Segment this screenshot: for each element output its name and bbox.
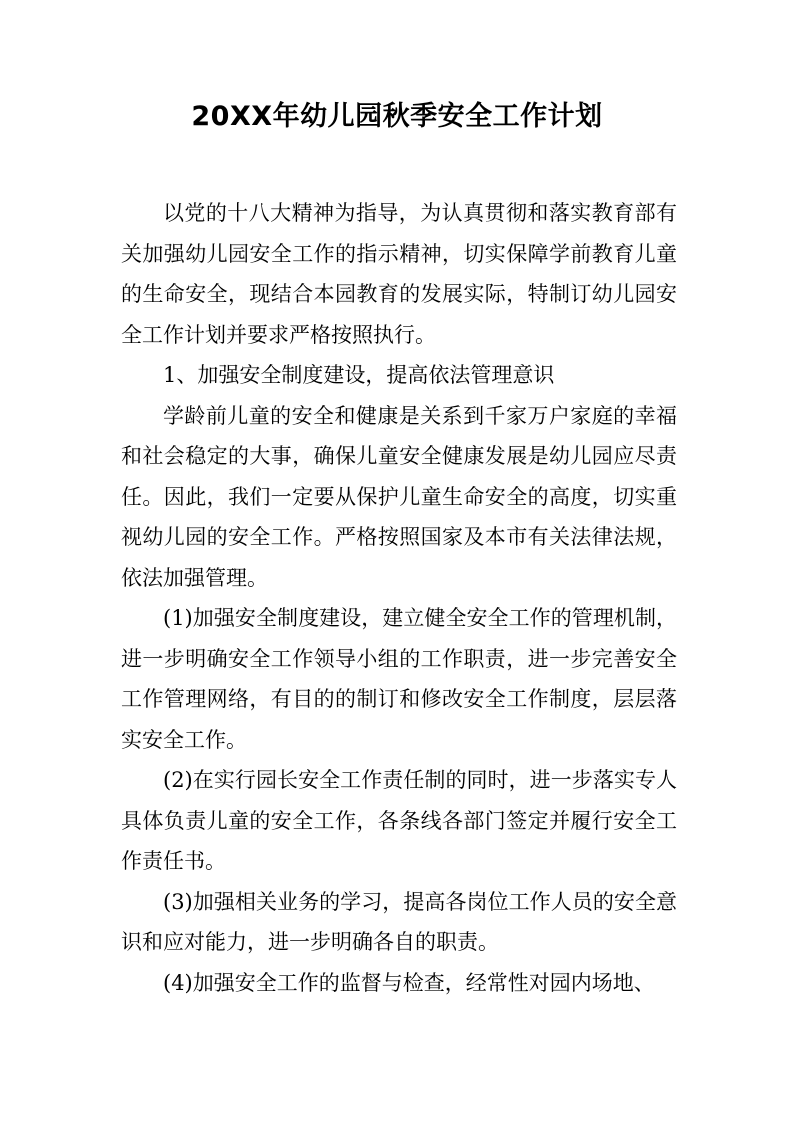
item-4-paragraph: (4)加强安全工作的监督与检查，经常性对园内场地、 [163,970,655,995]
item-2-paragraph: (2)在实行园长安全工作责任制的同时，进一步落实专人具体负责儿童的安全工作，各条线各部门签定并履行安全工作责任书。 [121,768,677,873]
item-3-paragraph: (3)加强相关业务的学习，提高各岗位工作人员的安全意识和应对能力，进一步明确各自的职责。 [121,889,677,954]
document-title: 20XX年幼儿园秋季安全工作计划 [191,101,603,132]
section-1-paragraph: 学龄前儿童的安全和健康是关系到千家万户家庭的幸福和社会稳定的大事，确保儿童安全健康发展是幼儿园应尽责任。因此，我们一定要从保护儿童生命安全的高度，切实重视幼儿园的安全工作。严格按照国家及本市有关法律法规，依法加强管理。 [121,403,677,590]
section-heading-1: 1、加强安全制度建设，提高依法管理意识 [163,363,555,387]
intro-paragraph: 以党的十八大精神为指导，为认真贯彻和落实教育部有关加强幼儿园安全工作的指示精神，切实保障学前教育儿童的生命安全，现结合本园教育的发展实际，特制订幼儿园安全工作计划并要求严格按照执行。 [121,201,677,347]
item-1-paragraph: (1)加强安全制度建设，建立健全安全工作的管理机制，进一步明确安全工作领导小组的工作职责，进一步完善安全工作管理网络，有目的的制订和修改安全工作制度，层层落实安全工作。 [121,606,677,752]
document-body [121,193,677,1003]
